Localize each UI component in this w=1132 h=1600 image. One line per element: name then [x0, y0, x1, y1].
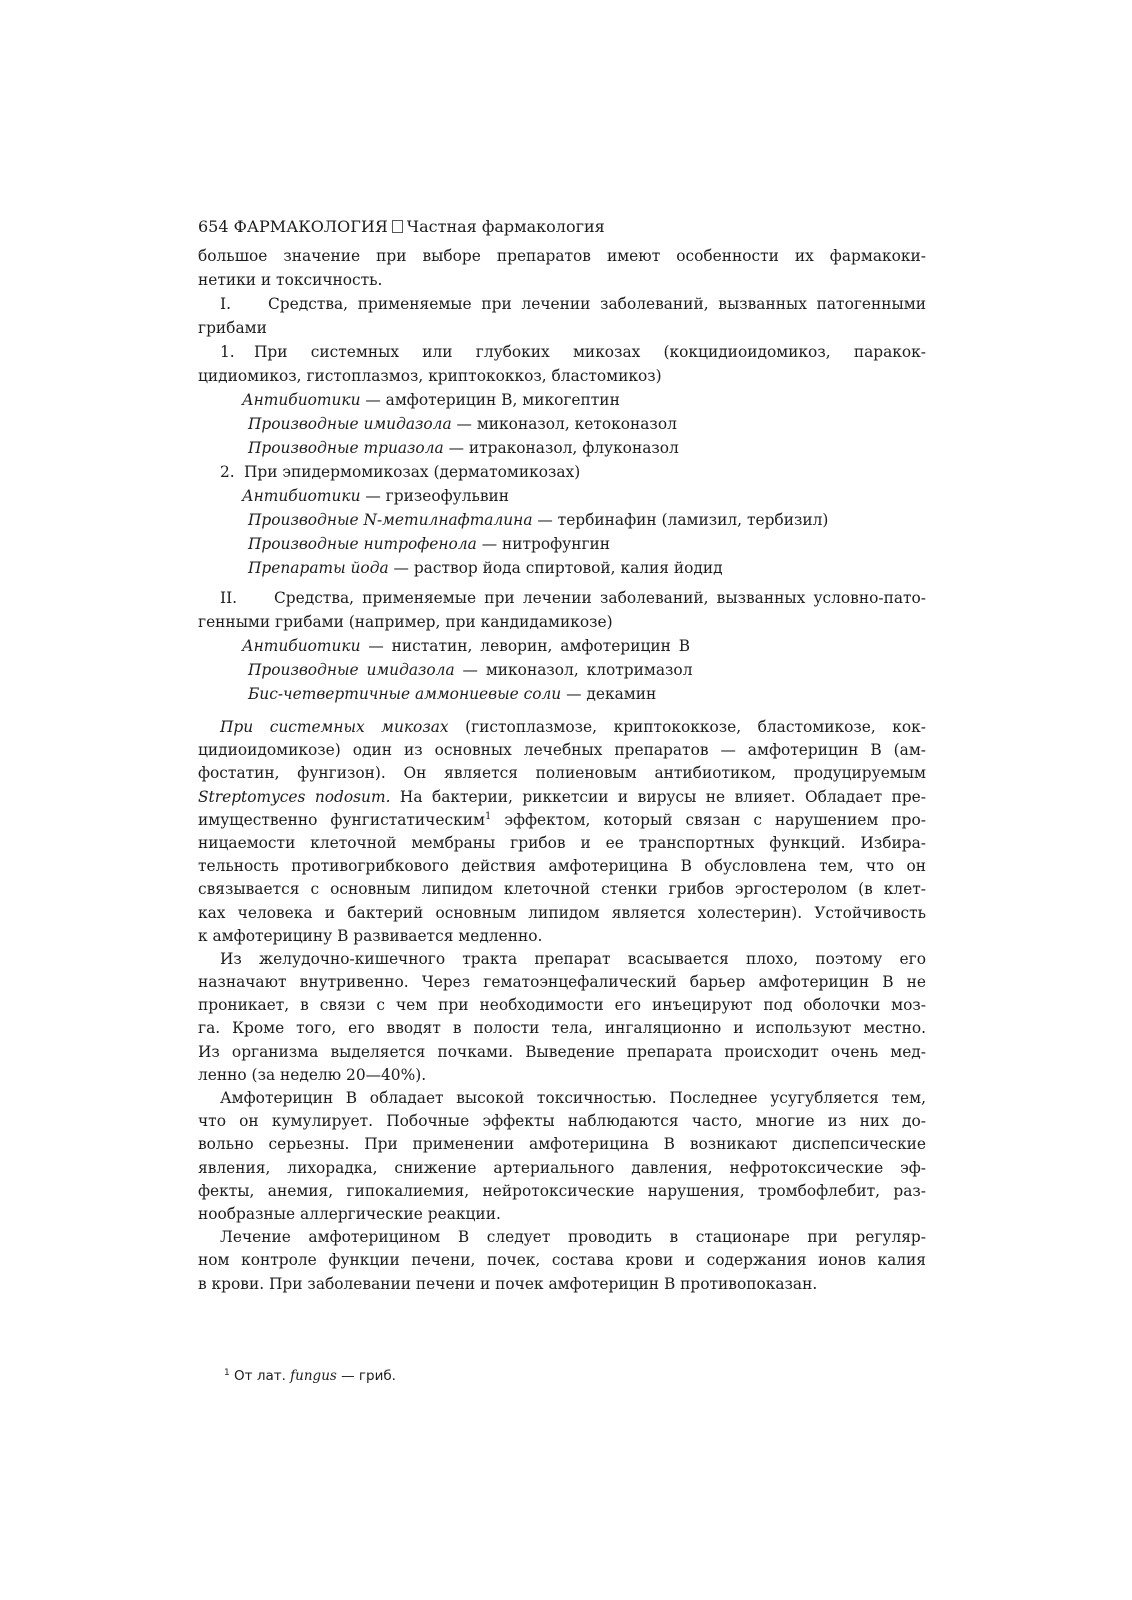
drug-names: — амфотерицин B, микогептин: [360, 391, 620, 409]
text-line: в крови. При заболевании печени и почек амфотерицин В противопоказан.: [198, 1274, 818, 1293]
text-line: Амфотерицин В обладает высокой токсичностью. Последнее усугубляется тем,: [220, 1089, 926, 1107]
text-line: проникает, в связи с чем при необходимости его инъецируют под оболочки моз-: [198, 996, 926, 1015]
text-line: Лечение амфотерицином В следует проводить в стационаре при регуляр-: [220, 1228, 926, 1247]
drug-group: Производные N-метилнафталина: [248, 511, 533, 529]
paragraph-treatment: [198, 1226, 926, 1296]
sub1-heading-line-2: цидиомикоз, гистоплазмоз, криптококкоз, бластомикоз): [198, 367, 662, 385]
footnote: [224, 1368, 396, 1384]
lead-italic: При системных микозах: [220, 718, 449, 736]
sub2-heading: [198, 460, 926, 484]
part1-numeral: I.: [220, 295, 231, 313]
drug-group: Производные имидазола: [248, 661, 455, 679]
part1-heading-line-2: грибами: [198, 319, 267, 337]
footnote-term: fungus: [290, 1368, 337, 1384]
sub2-number: 2.: [220, 463, 235, 481]
text-line: Из организма выделяется почками. Выведение препарата происходит очень мед-: [198, 1042, 926, 1061]
list-item: [198, 682, 926, 706]
text-line: га. Кроме того, его вводят в полости тела, ингаляционно и используют местно.: [198, 1019, 926, 1038]
list-item: [198, 658, 926, 682]
text-line: ках человека и бактерий основным липидом является холестерин). Устойчивость: [198, 903, 926, 922]
book-title: ФАРМАКОЛОГИЯ: [233, 217, 388, 236]
text: эффектом, который связан с нарушением про-: [491, 810, 926, 829]
text: На бактерии, риккетсии и вирусы не влияет. Обладает пре-: [390, 787, 926, 806]
part1-heading-line-1: [198, 292, 926, 316]
text-line: тельность противогрибкового действия амфотерицина В обусловлена тем, что он: [198, 857, 926, 876]
text-line: [198, 786, 926, 809]
list-item: [198, 412, 926, 436]
drug-group: Антибиотики: [242, 487, 361, 505]
species-name: Streptomyces nodosum.: [198, 787, 391, 806]
paragraph-systemic-mycoses: [198, 716, 926, 948]
text-line: что он кумулирует. Побочные эффекты наблюдаются часто, многие из них до-: [198, 1112, 926, 1131]
sub1-heading-text: При системных или глубоких микозах (кокцидиоидомикоз, паракок-: [254, 343, 926, 361]
text-line: явления, лихорадка, снижение артериального давления, нефротоксические эф-: [198, 1158, 926, 1177]
text-line: ленно (за неделю 20—40%).: [198, 1065, 427, 1084]
drug-names: — раствор йода спиртовой, калия йодид: [388, 559, 723, 577]
sub1-heading-line-1: [198, 340, 926, 364]
page-number: 654: [198, 217, 229, 236]
part2-heading-line-2: генными грибами (например, при кандидамикозе): [198, 613, 613, 631]
body-text: [198, 716, 926, 1296]
drug-group: Бис-четвертичные аммониевые соли: [248, 685, 562, 703]
footnote-prefix: От лат.: [234, 1368, 286, 1384]
text-line: к амфотерицину В развивается медленно.: [198, 926, 543, 945]
running-header: [198, 217, 605, 236]
section-title: Частная фармакология: [406, 217, 605, 236]
paragraph-toxicity: [198, 1087, 926, 1226]
text-line: Из желудочно-кишечного тракта препарат всасывается плохо, поэтому его: [220, 949, 926, 968]
list-item: [198, 532, 926, 556]
text-line: фостатин, фунгизон). Он является полиеновым антибиотиком, продуцируемым: [198, 764, 926, 783]
list-item: [198, 556, 926, 580]
text-line: цидиоидомикозе) один из основных лечебных препаратов — амфотерицин В (ам-: [198, 741, 926, 760]
drug-group: Производные нитрофенола: [248, 535, 477, 553]
part2-numeral: II.: [220, 589, 238, 607]
text-line: [198, 716, 926, 739]
sub1-number: 1.: [220, 343, 235, 361]
drug-group: Производные триазола: [248, 439, 444, 457]
drug-group: Препараты йода: [248, 559, 389, 577]
drug-names: — итраконазол, флуконазол: [443, 439, 679, 457]
footnote-ref: 1: [484, 810, 492, 822]
drug-group: Производные имидазола: [248, 415, 452, 433]
drug-names: — нитрофунгин: [476, 535, 611, 553]
drug-names: — тербинафин (ламизил, тербизил): [532, 511, 829, 529]
intro-line-2: нетики и токсичность.: [198, 271, 383, 289]
paragraph-absorption: [198, 948, 926, 1087]
footnote-mark: 1: [224, 1368, 230, 1378]
list-item: [198, 634, 926, 658]
drug-names: — нистатин, леворин, амфотерицин В: [360, 637, 691, 655]
drug-names: — миконазол, клотримазол: [454, 661, 693, 679]
classification-block: [198, 244, 926, 706]
list-item: [198, 436, 926, 460]
text-line: ницаемости клеточной мембраны грибов и ее транспортных функций. Избира-: [198, 833, 926, 852]
text-line: назначают внутривенно. Через гематоэнцефалический барьер амфотерицин В не: [198, 973, 926, 992]
part2-heading-line-1: [198, 586, 926, 610]
separator-box-icon: [392, 220, 403, 233]
sub2-heading-text: При эпидермомикозах (дерматомикозах): [244, 463, 581, 481]
text-line: нообразные аллергические реакции.: [198, 1204, 501, 1223]
drug-group: Антибиотики: [242, 391, 361, 409]
intro-line-1: большое значение при выборе препаратов имеют особенности их фармакоки-: [198, 247, 926, 265]
drug-names: — миконазол, кетоконазол: [451, 415, 677, 433]
drug-group: Антибиотики: [242, 637, 361, 655]
drug-names: — гризеофульвин: [360, 487, 510, 505]
part2-heading-text: Средства, применяемые при лечении заболеваний, вызванных условно-пато-: [274, 589, 926, 607]
text-line: [198, 809, 926, 832]
list-item: [198, 484, 926, 508]
list-item: [198, 388, 926, 412]
drug-names: — декамин: [561, 685, 657, 703]
text-line: вольно серьезны. При применении амфотерицина В возникают диспепсические: [198, 1135, 926, 1154]
list-item: [198, 508, 926, 532]
text-line: ном контроле функции печени, почек, состава крови и содержания ионов калия: [198, 1251, 926, 1270]
text: имущественно фунгистатическим: [198, 810, 485, 829]
part1-heading-text: Средства, применяемые при лечении заболеваний, вызванных патогенными: [268, 295, 926, 313]
text-line: фекты, анемия, гипокалиемия, нейротоксические нарушения, тромбофлебит, раз-: [198, 1181, 926, 1200]
text: (гистоплазмозе, криптококкозе, бластомикозе, кок-: [448, 718, 926, 736]
text-line: связывается с основным липидом клеточной стенки грибов эргостеролом (в клет-: [198, 880, 926, 899]
footnote-suffix: — гриб.: [336, 1368, 396, 1384]
